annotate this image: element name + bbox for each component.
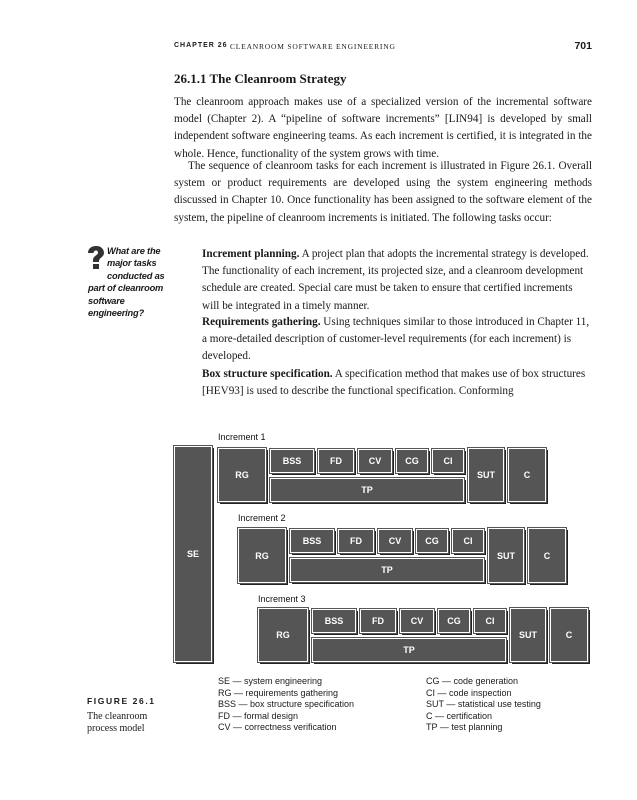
margin-note bbox=[88, 245, 172, 319]
task-term: Box structure specification. bbox=[202, 368, 333, 380]
c-box: C bbox=[508, 448, 546, 502]
task-item bbox=[202, 246, 592, 315]
bss-box: BSS bbox=[312, 609, 356, 633]
rg-box: RG bbox=[238, 528, 286, 583]
fd-box: FD bbox=[338, 529, 374, 553]
legend-item: RG — requirements gathering bbox=[218, 687, 339, 698]
margin-note-text: What are the major tasks conducted as part of cleanroom software engineering? bbox=[88, 246, 165, 319]
c-box: C bbox=[550, 608, 588, 662]
ci-box: CI bbox=[432, 449, 464, 473]
cv-box: CV bbox=[378, 529, 412, 553]
task-text: A project plan that adopts the incremental strategy is developed. The functionality of each increment, its projected size, and a cleanroom development schedule are created. Special care must be taken to ensure that certified increments will be integrated in a timely manner. bbox=[202, 248, 589, 312]
sut-box: SUT bbox=[468, 448, 504, 502]
legend-right bbox=[426, 676, 541, 734]
task-text: A specification method that makes use of box structures [HEV93] is used to describe the functional specification. Conforming bbox=[202, 368, 586, 398]
sut-box: SUT bbox=[488, 528, 524, 583]
bss-box: BSS bbox=[270, 449, 314, 473]
running-head bbox=[174, 42, 592, 56]
task-item bbox=[202, 366, 592, 400]
legend-item: BSS — box structure specification bbox=[218, 699, 355, 710]
c-box: C bbox=[528, 528, 566, 583]
chapter-title: CLEANROOM SOFTWARE ENGINEERING bbox=[230, 42, 396, 51]
legend-item: SE — system engineering bbox=[218, 676, 323, 686]
increment-label: Increment 3 bbox=[258, 594, 306, 604]
increment-label: Increment 2 bbox=[238, 513, 286, 523]
ci-box: CI bbox=[452, 529, 484, 553]
task-text: Using techniques similar to those introduced in Chapter 11, a more-detailed description of customer-level requirements (for each increment) is developed. bbox=[202, 316, 590, 363]
fd-box: FD bbox=[318, 449, 354, 473]
paragraph: The cleanroom approach makes use of a specialized version of the incremental software model (Chapter 2). A “pipeline of software increments” [LIN94] is developed by small independent software engineering teams. As each increment is certified, it is integrated in the whole. Hence, functionality of the system grows with time. bbox=[174, 96, 592, 160]
increment-label: Increment 1 bbox=[218, 432, 266, 442]
tp-bar: TP bbox=[312, 638, 506, 662]
tp-bar: TP bbox=[290, 558, 484, 582]
legend-left bbox=[218, 676, 354, 734]
tp-bar: TP bbox=[270, 478, 464, 502]
fd-box: FD bbox=[360, 609, 396, 633]
rg-box: RG bbox=[218, 448, 266, 502]
bss-box: BSS bbox=[290, 529, 334, 553]
cg-box: CG bbox=[416, 529, 448, 553]
paragraph: The sequence of cleanroom tasks for each increment is illustrated in Figure 26.1. Overall system or product requirements are developed using the system engineering methods discussed in Chapter 10. Once functionality has been assigned to the software element of the system, the pipeline of cleanroom increments is initiated. The following tasks occur: bbox=[174, 160, 592, 224]
task-term: Increment planning. bbox=[202, 248, 300, 260]
question-mark-icon bbox=[88, 246, 104, 270]
section-title: 26.1.1 The Cleanroom Strategy bbox=[174, 71, 347, 86]
se-box: SE bbox=[174, 446, 212, 662]
legend-item: TP — test planning bbox=[426, 722, 503, 733]
cg-box: CG bbox=[438, 609, 470, 633]
task-item bbox=[202, 314, 592, 366]
ci-box: CI bbox=[474, 609, 506, 633]
figure-number: FIGURE 26.1 bbox=[87, 696, 156, 706]
legend-item: CG — code generation bbox=[426, 676, 519, 686]
cg-box: CG bbox=[396, 449, 428, 473]
figure-caption: The cleanroom process model bbox=[87, 711, 148, 734]
legend-item: CV — correctness verification bbox=[218, 722, 337, 733]
cv-box: CV bbox=[400, 609, 434, 633]
task-term: Requirements gathering. bbox=[202, 316, 321, 328]
sut-box: SUT bbox=[510, 608, 546, 662]
page-number: 701 bbox=[574, 40, 592, 52]
chapter-number: CHAPTER 26 bbox=[174, 42, 228, 49]
legend-item: FD — formal design bbox=[218, 710, 299, 721]
legend-item: C — certification bbox=[426, 710, 493, 721]
rg-box: RG bbox=[258, 608, 308, 662]
cv-box: CV bbox=[358, 449, 392, 473]
legend-item: CI — code inspection bbox=[426, 687, 512, 698]
legend-item: SUT — statistical use testing bbox=[426, 699, 541, 710]
